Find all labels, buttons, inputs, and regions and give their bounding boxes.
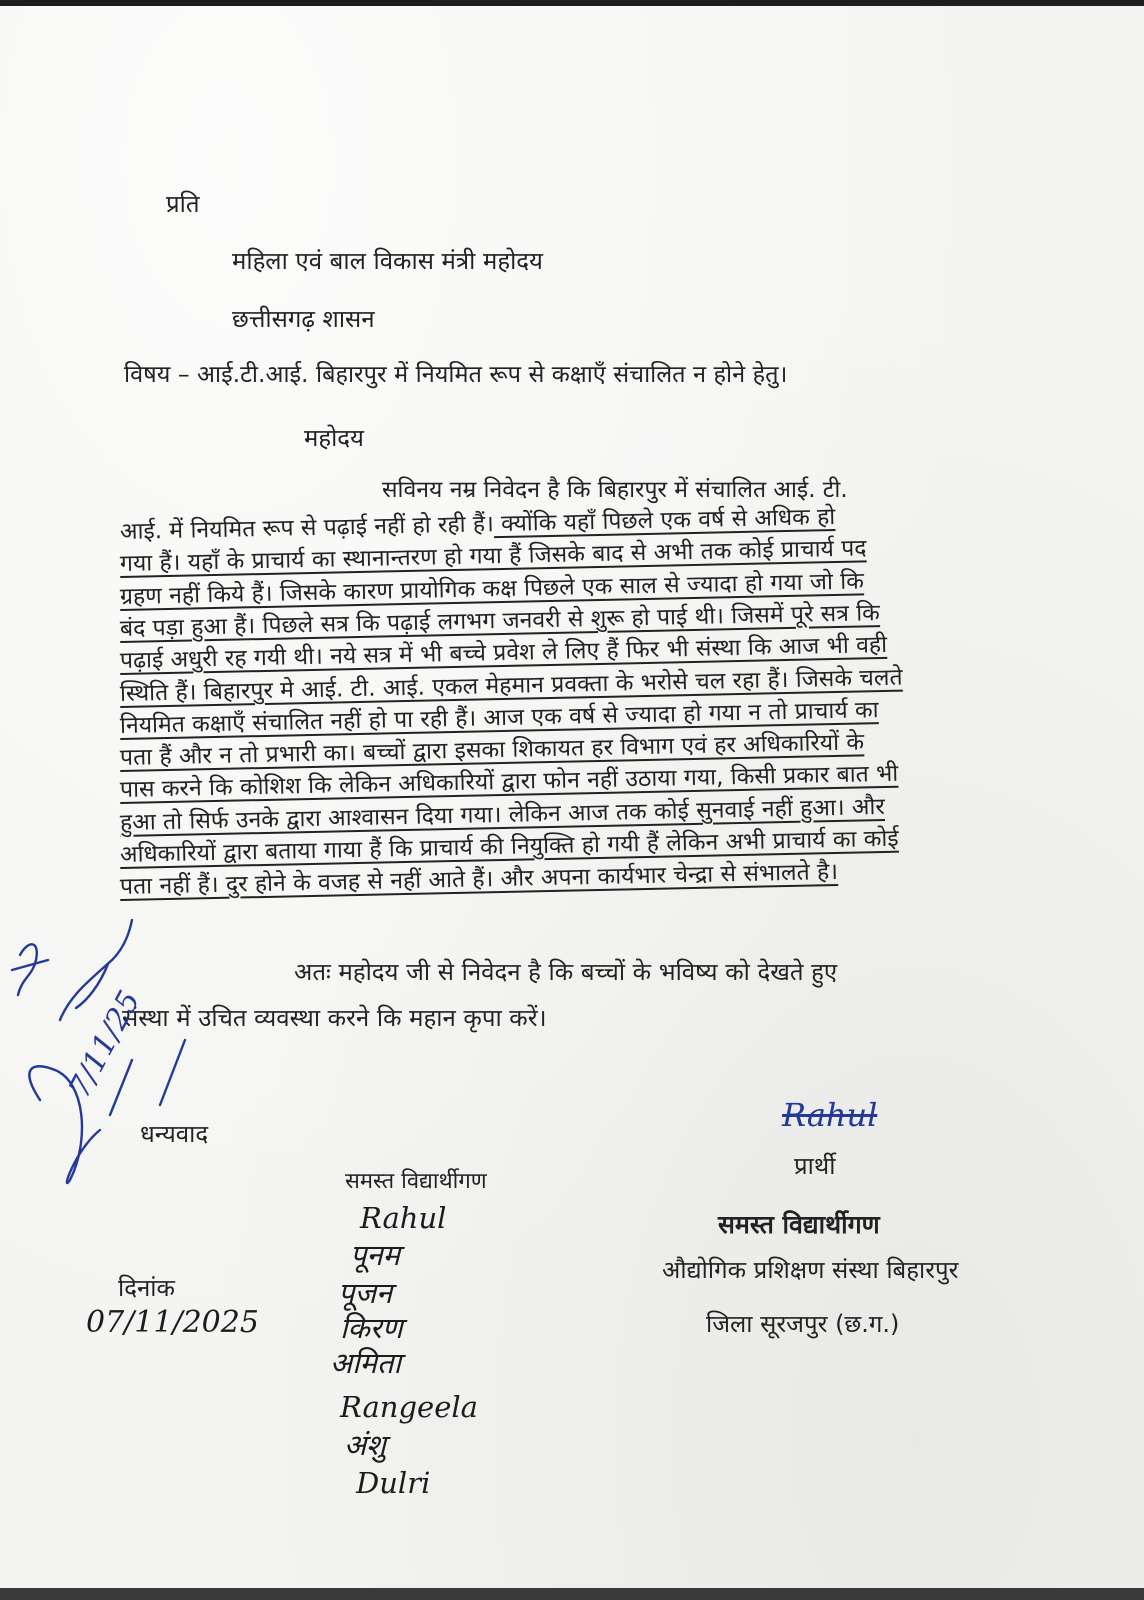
body-line-underlined: स्थिति हैं। बिहारपुर मे आई. टी. आई. एकल मेहमान प्रवक्ता के भरोसे चल रहा हैं। जिसके चलते (119, 664, 903, 707)
subject-line: विषय – आई.टी.आई. बिहारपुर में नियमित रूप से कक्षाएँ संचालित न होने हेतु। (124, 360, 788, 388)
margin-note-date: 7/11/25 (62, 985, 148, 1104)
signature-entry: अंशु (344, 1428, 386, 1462)
signature-entry: Dulri (356, 1466, 431, 1500)
applicant-label: प्रार्थी (794, 1152, 836, 1180)
body-line-underlined: क्योंकि यहाँ पिछले एक वर्ष से अधिक हो (493, 504, 836, 538)
closing-paragraph-line-2: संस्था में उचित व्यवस्था करने कि महान कृपा करें। (122, 1004, 547, 1032)
body-line-underlined: बंद पड़ा हुआ हैं। पिछले सत्र कि पढ़ाई लगभग जनवरी से शुरू हो पाई थी। जिसमें पूरे सत्र कि (119, 599, 881, 642)
sender-district: जिला सूरजपुर (छ.ग.) (706, 1310, 900, 1338)
signature-entry: किरण (340, 1311, 403, 1345)
signature-entry: अमिता (330, 1346, 402, 1380)
signature-entry: पूनम (350, 1238, 400, 1272)
applicant-signature: Rahul (782, 1096, 878, 1134)
body-line-underlined: हुआ तो सिर्फ उनके द्वारा आश्वासन दिया गया। लेकिन आज तक कोई सुनवाई नहीं हुआ। और (119, 793, 886, 836)
signature-entry: Rangeela (340, 1390, 478, 1424)
margin-signature-stamp (0, 900, 220, 1200)
closing-paragraph-line-1: अतः महोदय जी से निवेदन है कि बच्चों के भविष्य को देखते हुए (294, 958, 838, 986)
sender-institute: औद्योगिक प्रशिक्षण संस्था बिहारपुर (662, 1256, 959, 1284)
sender-group: समस्त विद्यार्थीगण (718, 1210, 880, 1239)
body-line-underlined: नियमित कक्षाएँ संचालित नहीं हो पा रही हैं। आज एक वर्ष से ज्यादा हो गया न तो प्राचार्य का (119, 696, 879, 739)
addressee-line-1: महिला एवं बाल विकास मंत्री महोदय (232, 247, 543, 275)
body-line-underlined: पढ़ाई अधुरी रह गयी थी। नये सत्र में भी बच्चे प्रवेश ले लिए हैं फिर भी संस्था कि आज भी वही (119, 632, 888, 675)
body-line-underlined: पता नहीं हैं। दुर होने के वजह से नहीं आते हैं। और अपना कार्यभार चेन्द्रा से संभालते है। (119, 859, 839, 901)
scan-top-edge (0, 0, 1144, 6)
body-line-first: सविनय नम्र निवेदन है कि बिहारपुर में संचालित आई. टी. (382, 477, 848, 503)
date-value: 07/11/2025 (86, 1305, 259, 1340)
thanks-text: धन्यवाद (140, 1120, 209, 1148)
signature-entry: पूजन (338, 1276, 393, 1310)
body-line-underlined: पता हैं और न तो प्रभारी का। बच्चों द्वारा इसका शिकायत हर विभाग एवं हर अधिकारियों के (119, 729, 865, 772)
addressee-line-2: छत्तीसगढ़ शासन (232, 305, 375, 333)
body-line-underlined: अधिकारियों द्वारा बताया गाया हैं कि प्राचार्य की नियुक्ति हो गयी हैं लेकिन अभी प्राचार्य का कोई (119, 825, 899, 868)
body-line-underlined: पास करने कि कोशिश कि लेकिन अधिकारियों द्वारा फोन नहीं उठाया गया, किसी प्रकार बात भी (119, 761, 899, 804)
body-line-underlined: गया हैं। यहाँ के प्राचार्य का स्थानान्तरण हो गया हैं जिसके बाद से अभी तक कोई प्राचार्य पद (119, 535, 867, 578)
prati-label: प्रति (166, 190, 200, 218)
body-line-plain: आई. में नियमित रूप से पढ़ाई नहीं हो रही हैं। (119, 511, 495, 545)
body-line-underlined: ग्रहण नहीं किये हैं। जिसके कारण प्रायोगिक कक्ष पिछले एक साल से ज्यादा हो गया जो कि (119, 568, 865, 610)
signatories-title: समस्त विद्यार्थीगण (345, 1169, 487, 1194)
signature-entry: Rahul (360, 1201, 447, 1235)
salutation: महोदय (304, 424, 364, 452)
scan-bottom-edge (0, 1588, 1144, 1600)
date-label: दिनांक (118, 1274, 175, 1302)
